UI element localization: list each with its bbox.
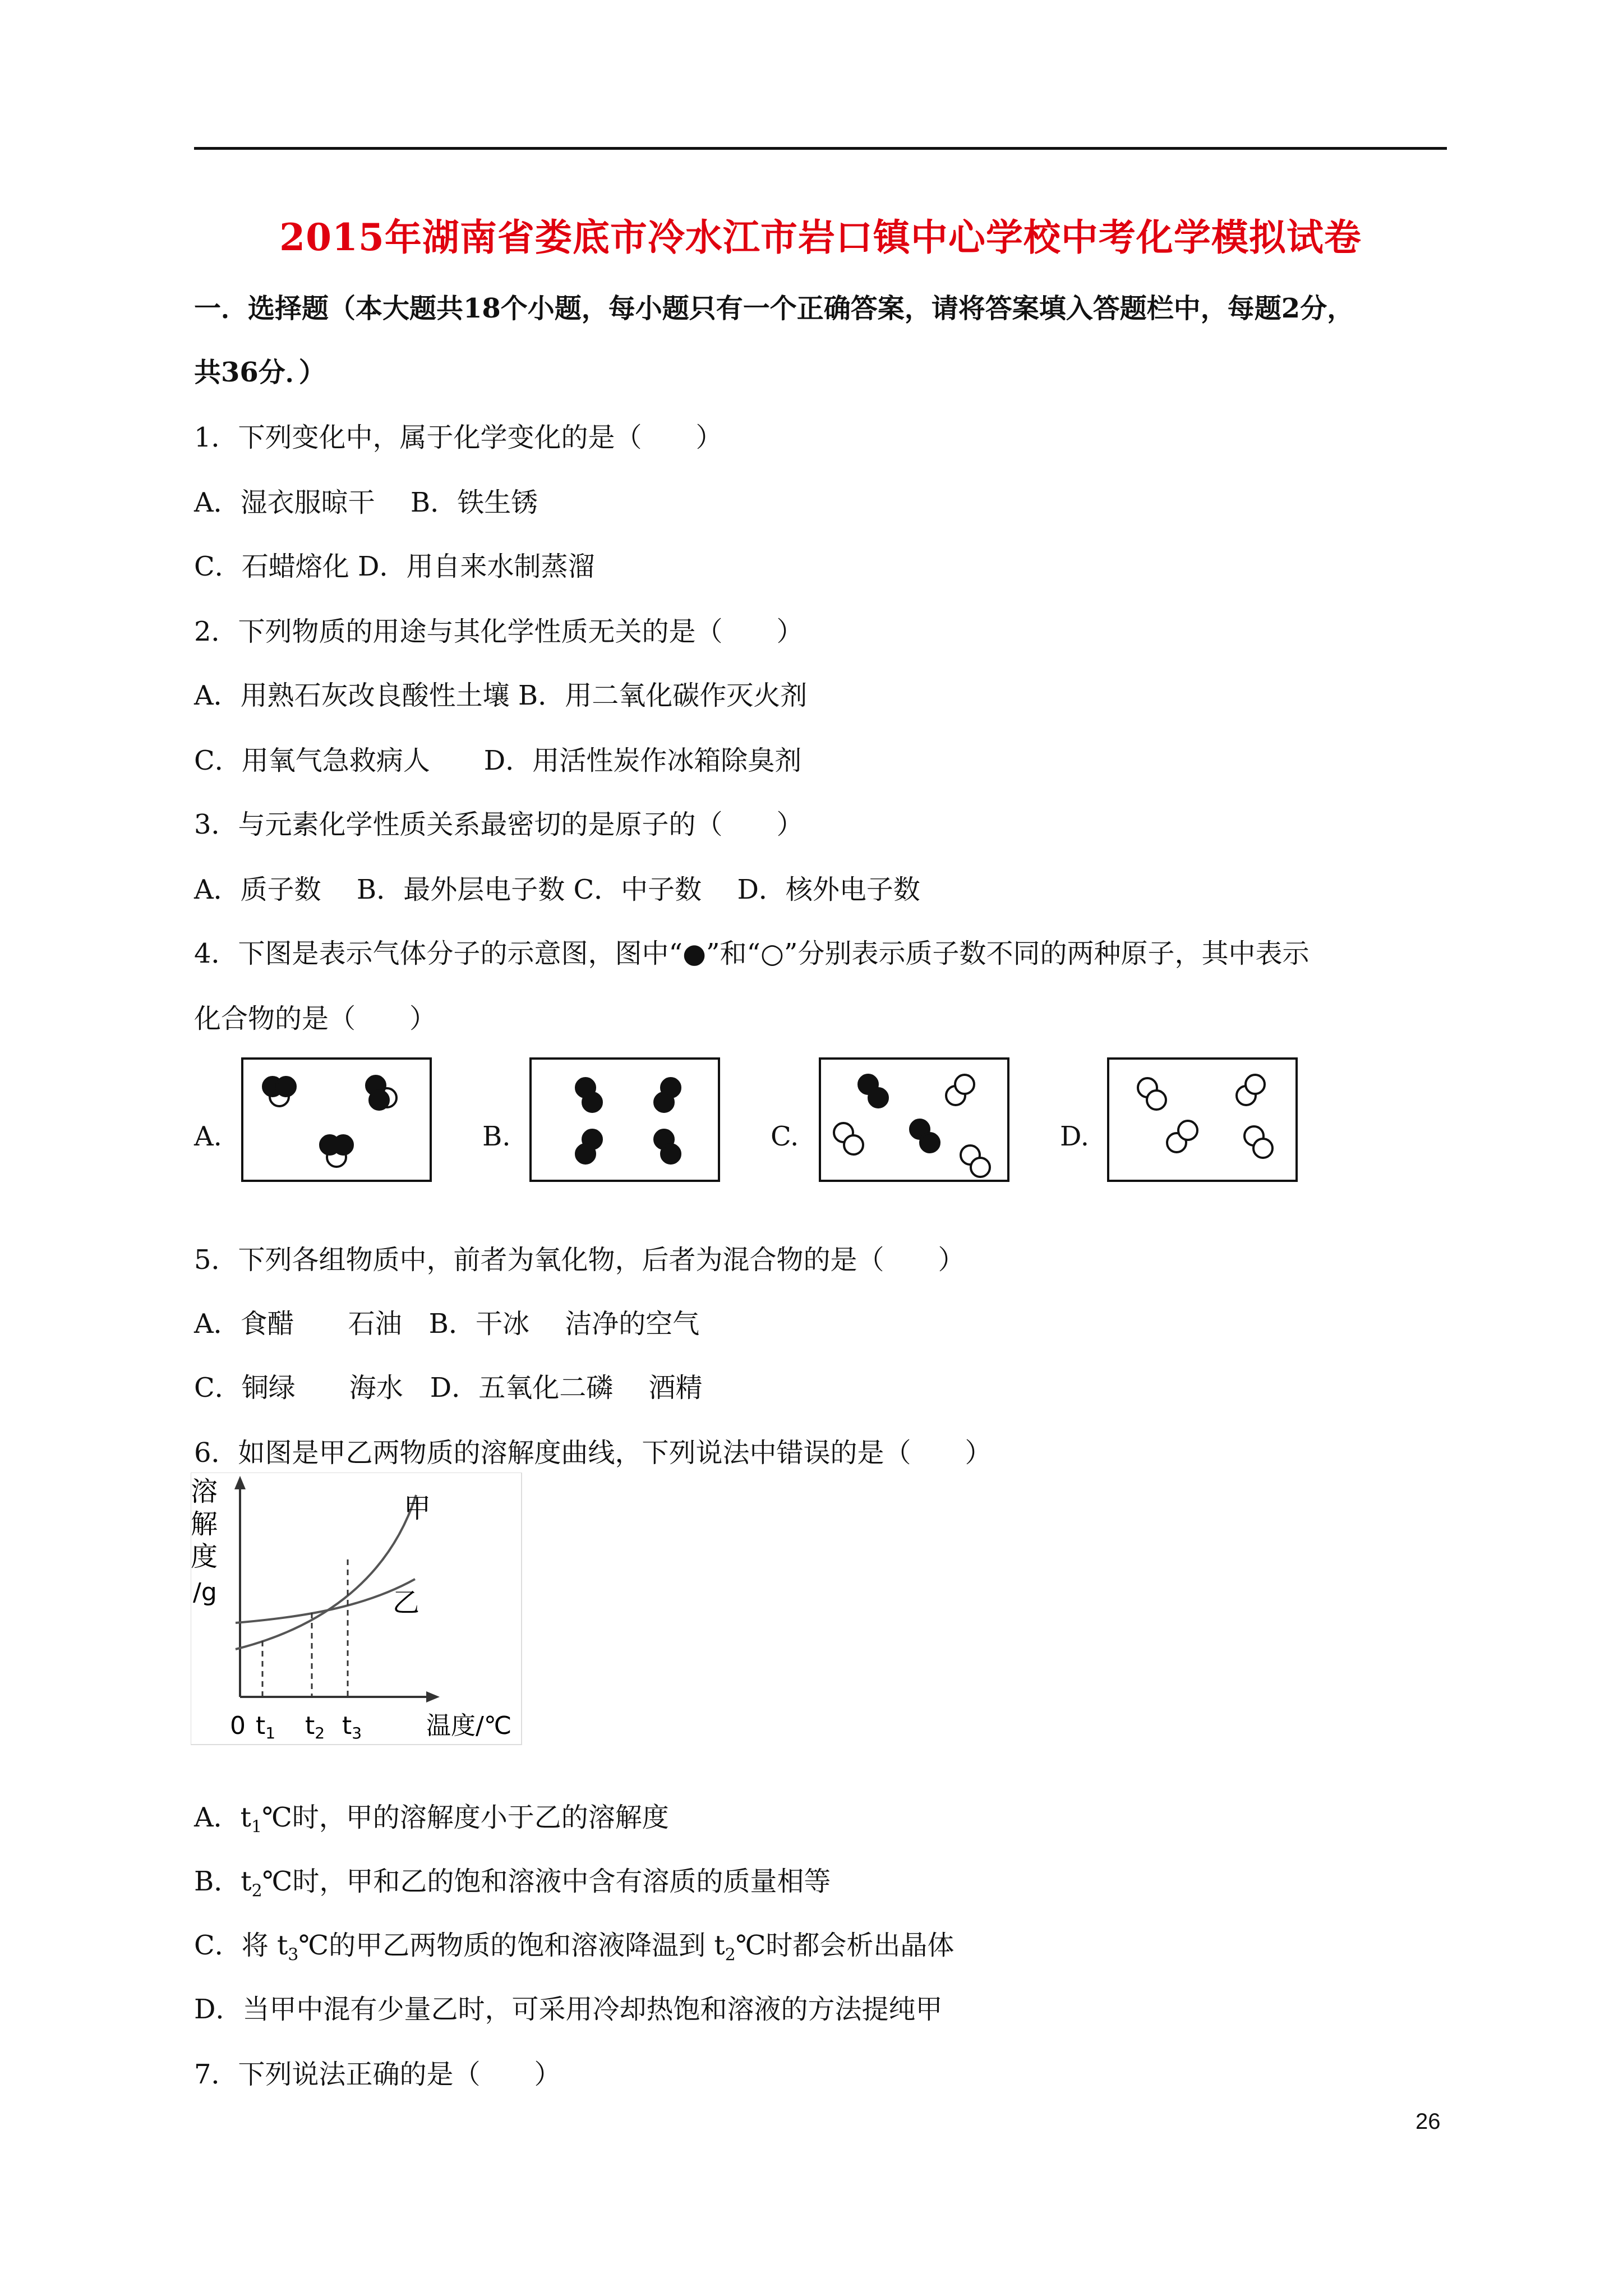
q5-options-cd: C．铜绿 海水 D．五氧化二磷 酒精 xyxy=(194,1372,703,1404)
q2-options-cd: C．用氧气急救病人 D．用活性炭作冰箱除臭剂 xyxy=(194,745,802,776)
tick-t2: t2 xyxy=(305,1711,325,1742)
q4-label-c: C. xyxy=(771,1121,799,1152)
q5-stem: 5．下列各组物质中，前者为氧化物，后者为混合物的是（ ） xyxy=(194,1244,965,1276)
q6-option-a: A．$t_1℃$时，甲的溶解度小于乙的溶解度 xyxy=(194,1802,669,1837)
curve-yi-label: 乙 xyxy=(393,1587,420,1618)
q6-option-c: C．将 $t_3℃$的甲乙两物质的饱和溶液降温到 $t_2℃$时都会析出晶体 xyxy=(194,1930,955,1965)
q4-diagram-a xyxy=(241,1057,432,1182)
origin-label: 0 xyxy=(230,1711,246,1740)
tick-t3: t3 xyxy=(342,1711,362,1742)
q4-label-a: A. xyxy=(194,1121,222,1152)
q7-stem: 7．下列说法正确的是（ ） xyxy=(194,2059,561,2090)
q4-diagram-b xyxy=(529,1057,720,1182)
q6-stem: 6．如图是甲乙两物质的溶解度曲线，下列说法中错误的是（ ） xyxy=(194,1437,992,1469)
section-header-line2: 共36分．） xyxy=(194,357,326,388)
q6-option-b: B．$t_2℃$时，甲和乙的饱和溶液中含有溶质的质量相等 xyxy=(194,1866,831,1901)
page-title: 2015年湖南省娄底市冷水江市岩口镇中心学校中考化学模拟试卷 xyxy=(279,215,1362,259)
section-header-line1: 一．选择题（本大题共18个小题，每小题只有一个正确答案，请将答案填入答题栏中，每题2分， xyxy=(194,293,1354,324)
solubility-curve-graph xyxy=(191,1473,527,1755)
q3-stem: 3．与元素化学性质关系最密切的是原子的（ ） xyxy=(194,809,804,840)
page-number: 26 xyxy=(1415,2109,1441,2134)
ylabel-unit: /g xyxy=(193,1578,217,1607)
q1-stem: 1．下列变化中，属于化学变化的是（ ） xyxy=(194,422,723,453)
q5-options-ab: A．食醋 石油 B．干冰 洁净的空气 xyxy=(194,1308,700,1340)
q2-stem: 2．下列物质的用途与其化学性质无关的是（ ） xyxy=(194,616,804,647)
tick-t1: t1 xyxy=(256,1711,276,1742)
q1-options-ab: A．湿衣服晾干 B．铁生锈 xyxy=(194,487,538,518)
q4-stem-line2: 化合物的是（ ） xyxy=(194,1003,437,1034)
xlabel: 温度/℃ xyxy=(426,1711,512,1740)
q4-diagram-d xyxy=(1107,1057,1298,1182)
q4-label-d: D. xyxy=(1060,1121,1090,1152)
q1-options-cd: C．石蜡熔化 D．用自来水制蒸溜 xyxy=(194,551,595,582)
q4-label-b: B. xyxy=(482,1121,511,1152)
q4-diagram-c xyxy=(819,1057,1009,1182)
q3-options: A．质子数 B．最外层电子数 C．中子数 D．核外电子数 xyxy=(194,874,920,905)
curve-jia-label: 甲 xyxy=(404,1493,431,1524)
ylabel-char-2: 解 xyxy=(191,1508,218,1540)
header-rule xyxy=(194,147,1447,150)
ylabel-char-1: 溶 xyxy=(191,1476,218,1507)
q2-options-ab: A．用熟石灰改良酸性土壤 B．用二氧化碳作灭火剂 xyxy=(194,680,808,711)
q4-stem-line1: 4．下图是表示气体分子的示意图，图中“●”和“○”分别表示质子数不同的两种原子，其中表示 xyxy=(194,938,1310,969)
ylabel-char-3: 度 xyxy=(191,1541,218,1572)
q6-option-d: D．当甲中混有少量乙时，可采用冷却热饱和溶液的方法提纯甲 xyxy=(194,1994,943,2025)
